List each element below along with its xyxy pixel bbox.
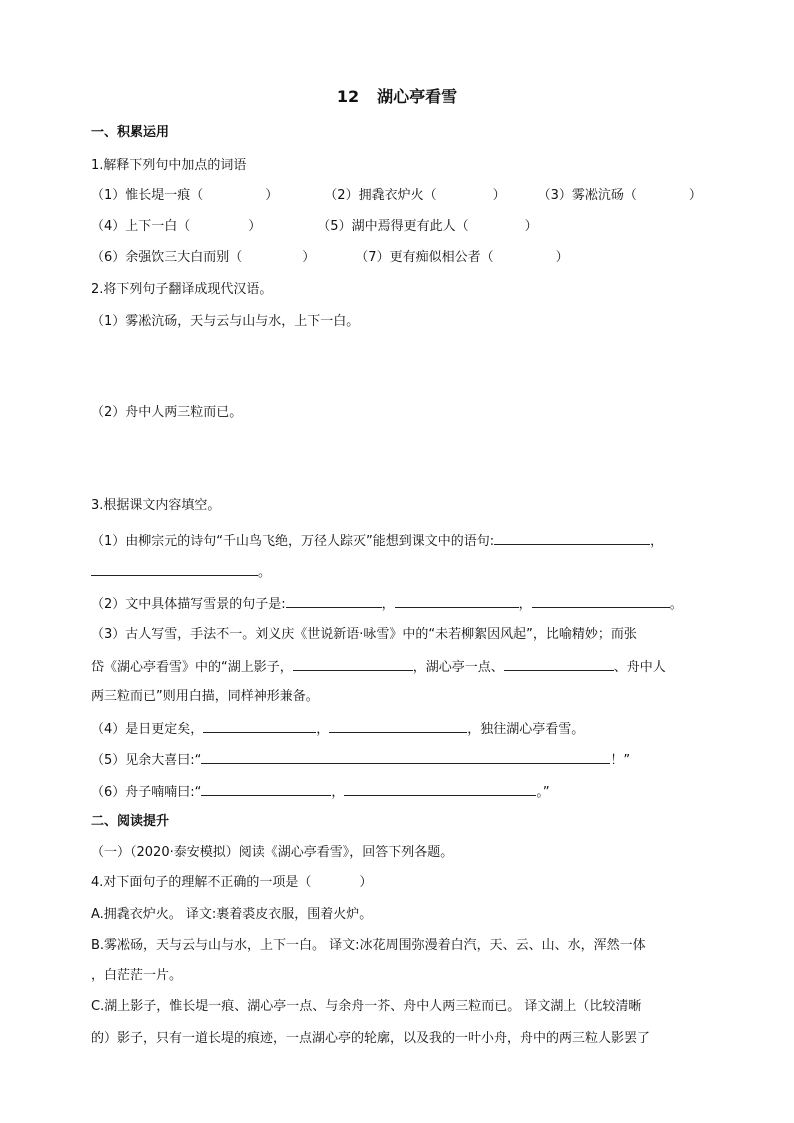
- q3-item-1-text: （1）由柳宗元的诗句“千山鸟飞绝，万径人踪灭”能想到课文中的语句:: [91, 534, 495, 549]
- q1-item-6: （6）余强饮三大白而别（: [91, 250, 243, 265]
- q1-item-7-close: ）: [555, 250, 569, 265]
- answer-blank[interactable]: [286, 593, 382, 608]
- lesson-title: 湖心亭看雪: [377, 87, 458, 106]
- answer-blank[interactable]: [494, 530, 650, 545]
- section-heading-2: 二、阅读提升: [91, 814, 170, 829]
- question-4-stem: [91, 873, 372, 893]
- punct: ，: [316, 722, 330, 737]
- q3-item-2: [91, 593, 683, 615]
- reading-intro: （一）（2020·泰安模拟）阅读《湖心亭看雪》，回答下列各题。: [91, 845, 454, 860]
- answer-blank[interactable]: [293, 656, 413, 671]
- punct: 。: [669, 597, 683, 612]
- option-c-line-2: 的）影子，只有一道长堤的痕迹，一点湖心亭的轮廓，以及我的一叶小舟，舟中的两三粒人影罢了: [91, 1031, 651, 1046]
- q3-item-4: [91, 718, 584, 740]
- q3-item-1-line-1: [91, 530, 663, 552]
- q3-item-3-text: ，湖心亭一点、: [412, 660, 504, 675]
- q1-item-4-close: ）: [248, 219, 262, 234]
- question-1-row-1: [91, 186, 702, 206]
- q3-item-3-text: 、舟中人: [613, 660, 666, 675]
- q1-item-3-close: ）: [688, 188, 702, 203]
- punct: ，: [381, 597, 395, 612]
- answer-blank[interactable]: [344, 781, 536, 796]
- q1-item-7: （7）更有痴似相公者（: [355, 250, 494, 265]
- answer-blank[interactable]: [91, 561, 258, 576]
- q3-item-6-text: （6）舟子喃喃曰:“: [91, 785, 202, 800]
- question-2-stem: 2.将下列句子翻译成现代汉语。: [91, 282, 273, 297]
- q3-item-3-line-3: 两三粒而已”则用白描，同样神形兼备。: [91, 689, 319, 704]
- q1-item-3: （3）雾凇沆砀（: [537, 188, 637, 203]
- question-2-sentence-2: （2）舟中人两三粒而已。: [91, 405, 243, 420]
- section-heading-1: 一、积累运用: [91, 125, 170, 140]
- q3-item-4-text: （4）是日更定矣，: [91, 722, 204, 737]
- q1-item-2: （2）拥毳衣炉火（: [324, 188, 437, 203]
- option-b-line-1: B.雾凇砀，天与云与山与水，上下一白。 译文:冰花周围弥漫着白汽，天、云、山、水，浑然一体: [91, 938, 646, 953]
- lesson-number: 12: [336, 87, 360, 106]
- page-title: [0, 86, 794, 108]
- q1-item-4: （4）上下一白（: [91, 219, 191, 234]
- answer-blank[interactable]: [201, 749, 610, 764]
- q1-item-1-close: ）: [265, 188, 279, 203]
- q3-item-3-line-2: [91, 656, 666, 678]
- punct: ，: [518, 597, 532, 612]
- q3-item-4-text: ，独往湖心亭看雪。: [467, 722, 585, 737]
- q3-item-2-text: （2）文中具体描写雪景的句子是:: [91, 597, 286, 612]
- q3-item-5: [91, 749, 630, 771]
- question-1-stem: 1.解释下列句中加点的词语: [91, 158, 247, 173]
- answer-blank[interactable]: [532, 593, 670, 608]
- q3-item-5-text: （5）见余大喜曰:“: [91, 753, 202, 768]
- q1-item-6-close: ）: [302, 250, 316, 265]
- answer-blank[interactable]: [201, 781, 331, 796]
- question-1-row-2: [91, 217, 538, 237]
- answer-blank[interactable]: [395, 593, 519, 608]
- question-3-stem: 3.根据课文内容填空。: [91, 498, 221, 513]
- question-1-row-3: [91, 248, 569, 268]
- question-2-sentence-1: （1）雾凇沆砀，天与云与山与水，上下一白。: [91, 314, 360, 329]
- q1-item-5: （5）湖中焉得更有此人（: [317, 219, 469, 234]
- q3-item-3-text: 岱《湖心亭看雪》中的“湖上影子，: [91, 660, 293, 675]
- q3-item-6: [91, 781, 550, 803]
- answer-blank[interactable]: [329, 718, 467, 733]
- answer-blank[interactable]: [203, 718, 316, 733]
- q1-item-2-close: ）: [492, 188, 506, 203]
- q3-item-3-line-1: （3）古人写雪，手法不一。刘义庆《世说新语·咏雪》中的“未若柳絮因风起”，比喻精妙；而张: [91, 627, 637, 642]
- punct: ，: [331, 785, 345, 800]
- q3-item-5-text: ！”: [610, 753, 631, 768]
- punct: 。: [258, 565, 272, 580]
- answer-blank[interactable]: [504, 656, 614, 671]
- q3-item-6-text: 。”: [536, 785, 550, 800]
- option-c-line-1: C.湖上影子，惟长堤一痕、湖心亭一点、与余舟一芥、舟中人两三粒而已。 译文湖上（比较清晰: [91, 999, 642, 1014]
- q1-item-1: （1）惟长堤一痕（: [91, 188, 204, 203]
- q1-item-5-close: ）: [524, 219, 538, 234]
- q4-close: ）: [359, 875, 373, 890]
- option-a: A.拥毳衣炉火。 译文:裹着裘皮衣服，围着火炉。: [91, 907, 373, 922]
- q3-item-1-line-2: [91, 561, 271, 583]
- punct: ，: [650, 534, 664, 549]
- q4-text: 4.对下面句子的理解不正确的一项是（: [91, 875, 312, 890]
- option-b-line-2: ，白茫茫一片。: [91, 968, 183, 983]
